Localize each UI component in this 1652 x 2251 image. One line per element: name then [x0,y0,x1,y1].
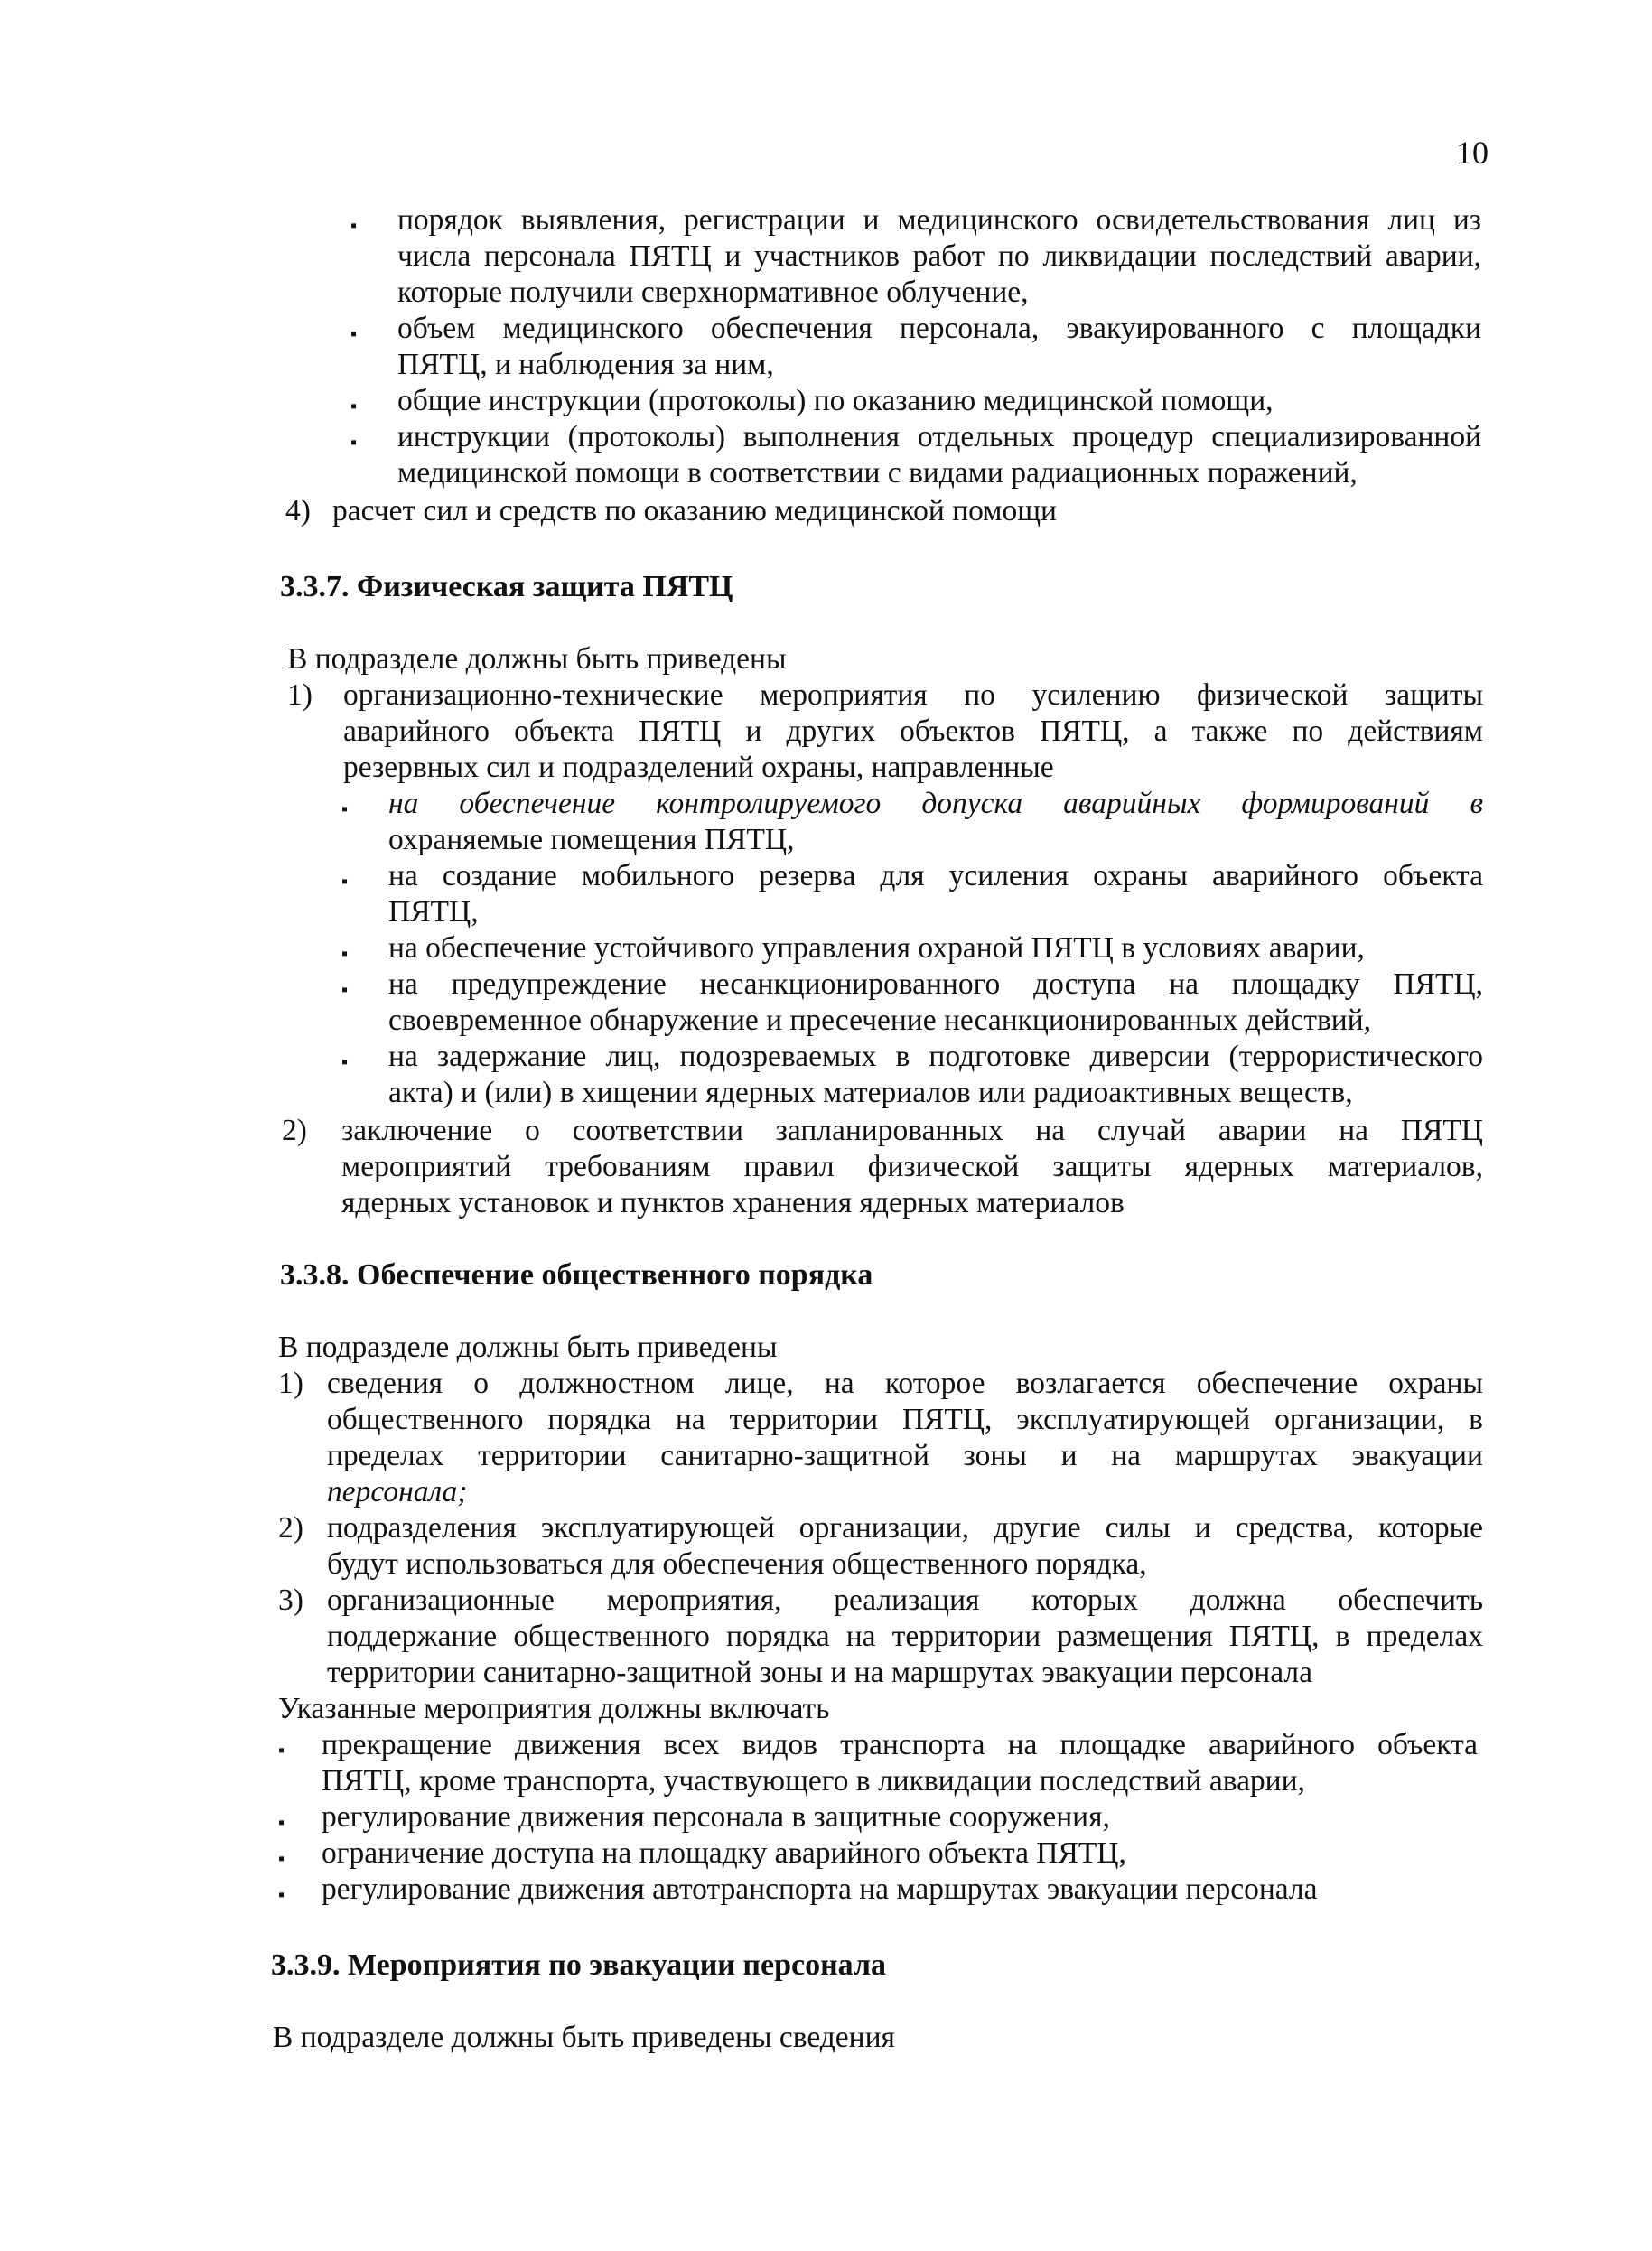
list-item-line: мероприятий требованиям правил физической защиты ядерных материалов, [341,1150,1483,1183]
bullet-marker: ▪ [341,872,349,892]
section-intro: В подразделе должны быть приведены сведения [273,2021,895,2054]
bullet-marker: ▪ [350,397,358,416]
list-item-line: организационно-технические мероприятия по усилению физической защиты [343,678,1483,712]
bullet-marker: ▪ [341,1052,349,1072]
section-intro: В подразделе должны быть приведены [287,642,787,676]
list-item-line: на обеспечение устойчивого управления охраной ПЯТЦ в условиях аварии, [388,931,1365,965]
list-item-line: которые получили сверхнормативное облучение, [397,276,1029,309]
list-item-number: 1) [287,678,313,712]
list-item-line: своевременное обнаружение и пресечение несанкционированных действий, [388,1004,1372,1037]
list-item-line: на создание мобильного резерва для усиления охраны аварийного объекта [388,859,1483,892]
list-item-line: подразделения эксплуатирующей организации, другие силы и средства, которые [327,1511,1483,1545]
bullet-marker: ▪ [350,324,358,344]
list-item-line: прекращение движения всех видов транспорта на площадке аварийного объекта [322,1728,1478,1761]
bullet-marker: ▪ [278,1885,285,1905]
list-item-line: ПЯТЦ, кроме транспорта, участвующего в ликвидации последствий аварии, [322,1764,1305,1798]
list-item-line: объем медицинского обеспечения персонала, эвакуированного с площадки [397,312,1481,345]
list-item-line: территории санитарно-защитной зоны и на маршрутах эвакуации персонала [327,1656,1312,1689]
list-item-line: расчет сил и средств по оказанию медицинской помощи [332,494,1057,528]
section-intro: В подразделе должны быть приведены [278,1331,778,1364]
section-heading-338: 3.3.8. Обеспечение общественного порядка [280,1258,873,1292]
list-item-line: регулирование движения персонала в защитные сооружения, [322,1800,1110,1834]
list-item-line: регулирование движения автотранспорта на маршрутах эвакуации персонала [322,1873,1318,1906]
list-item-line: будут использоваться для обеспечения общественного порядка, [327,1547,1147,1581]
list-item-line: поддержание общественного порядка на территории размещения ПЯТЦ, в пределах [327,1620,1483,1653]
list-item-line: заключение о соответствии запланированных на случай аварии на ПЯТЦ [341,1114,1483,1147]
list-item-line: на обеспечение контролируемого допуска аварийных формирований в [388,787,1483,820]
bullet-marker: ▪ [278,1813,285,1833]
list-item-line: резервных сил и подразделений охраны, направленные [343,751,1054,784]
list-item-line: ядерных установок и пунктов хранения ядерных материалов [341,1186,1125,1219]
list-item-line: на задержание лиц, подозреваемых в подготовке диверсии (террористического [388,1040,1483,1073]
bullet-marker: ▪ [341,799,349,819]
list-item-line: организационные мероприятия, реализация которых должна обеспечить [327,1583,1483,1617]
list-item-number: 2) [278,1511,303,1545]
list-item-number: 3) [278,1583,303,1617]
list-item-line: персонала; [327,1475,468,1508]
list-item-number: 2) [282,1114,307,1147]
bullet-marker: ▪ [350,433,358,453]
list-item-line: на предупреждение несанкционированного доступа на площадку ПЯТЦ, [388,967,1483,1001]
list-item-line: ПЯТЦ, и наблюдения за ним, [397,348,774,381]
list-item-line: медицинской помощи в соответствии с видами радиационных поражений, [397,456,1358,490]
list-item-number: 1) [278,1367,303,1400]
list-item-line: сведения о должностном лице, на которое возлагается обеспечение охраны [327,1367,1483,1400]
list-item-line: ограничение доступа на площадку аварийного объекта ПЯТЦ, [322,1836,1126,1870]
list-item-line: охраняемые помещения ПЯТЦ, [388,823,795,856]
measures-intro: Указанные мероприятия должны включать [278,1692,830,1725]
section-heading-339: 3.3.9. Мероприятия по эвакуации персонала [271,1948,887,1982]
bullet-marker: ▪ [341,980,349,1000]
list-item-line: аварийного объекта ПЯТЦ и других объектов ПЯТЦ, а также по действиям [343,715,1483,748]
list-item-line: пределах территории санитарно-защитной зоны и на маршрутах эвакуации [327,1439,1483,1472]
list-item-line: числа персонала ПЯТЦ и участников работ по ликвидации последствий аварии, [397,239,1481,273]
section-heading-337: 3.3.7. Физическая защита ПЯТЦ [280,570,733,603]
bullet-marker: ▪ [341,944,349,964]
list-item-line: акта) и (или) в хищении ядерных материалов или радиоактивных веществ, [388,1076,1353,1109]
bullet-marker: ▪ [278,1849,285,1869]
list-item-line: порядок выявления, регистрации и медицинского освидетельствования лиц из [397,203,1481,237]
list-item-line: ПЯТЦ, [388,895,479,929]
bullet-marker: ▪ [350,216,358,236]
bullet-marker: ▪ [278,1741,285,1761]
list-item-line: инструкции (протоколы) выполнения отдельных процедур специализированной [397,420,1481,453]
list-item-number: 4) [285,494,311,528]
list-item-line: общие инструкции (протоколы) по оказанию медицинской помощи, [397,384,1274,417]
list-item-line: общественного порядка на территории ПЯТЦ, эксплуатирующей организации, в [327,1403,1483,1436]
page-number: 10 [1456,135,1489,171]
